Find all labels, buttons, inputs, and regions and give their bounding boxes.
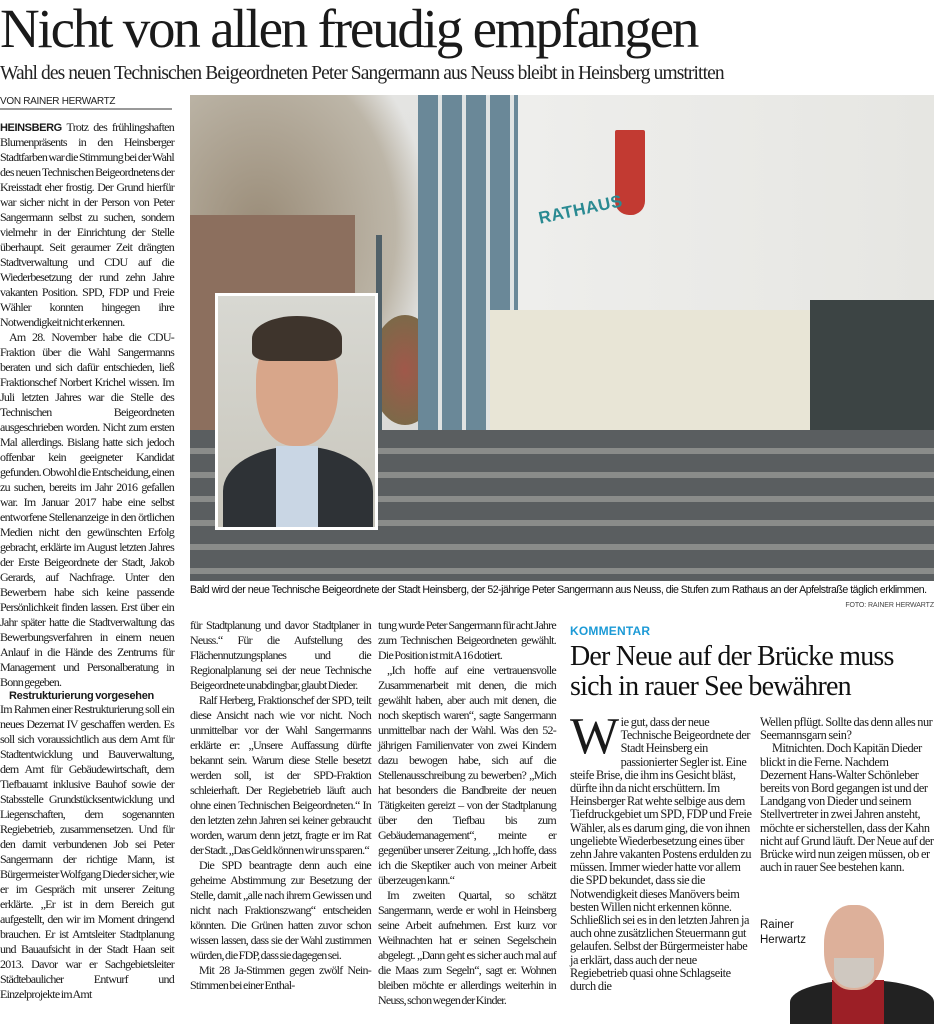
paragraph: Ralf Herberg, Fraktionschef der SPD, teilt diese Ansicht nach wie vor nicht. Noch unmittelbar vor der Wahl Sangermanns erklärte er: „Unsere Auffassung dürfte bekannt sein. Warum diese Stelle besetzt werden soll, ist der SPD-Fraktion schleierhaft. Der Regiebetrieb läuft auch ohne einen Technischen Beigeordneten.“ In den letzten zehn Jahren sei keiner gebraucht worden, warum denn jetzt, fragte er im Rat der Stadt. „Das Geld können wir uns sparen.“	[190, 693, 371, 857]
photo-credit: FOTO: RAINER HERWARTZ	[845, 602, 934, 609]
paragraph-text: ie gut, dass der neue Technische Beigeordnete der Stadt Heinsberg ein passionierter Segler ist. Eine steife Brise, die ihm ins Gesicht bläst, dürfte ihn da nicht erschüttern. Im Heinsberger Rat wehte selbige aus dem Tiefdruckgebiet um SPD, FDP und Freie Wähler, als es darum ging, die von ihnen ungeliebte Wiederbesetzung eines über zehn Jahre vakanten Postens erdulden zu müssen. Immer wieder hatte vor allem die SPD bekundet, dass sie die Notwendigkeit dieses Manövers beim besten Willen nicht erkennen könne. Schließlich sei es in den letzten Jahren ja auch ohne zusätzlichen Steuermann gut gelaufen. Selbst der Bürgermeister habe ja erklärt, dass auch der neue Regiebetrieb quasi ohne Schlagseite durch die	[570, 715, 752, 994]
dateline: HEINSBERG	[0, 122, 62, 134]
paragraph: „Ich hoffe auf eine vertrauensvolle Zusammenarbeit mit denen, die mich gewählt haben, aber auch mit denen, die noch skeptisch waren“, sagte Sangermann unmittelbar nach der Wahl. Was den 52-jährigen Familienvater von zwei Kindern dazu bewogen habe, sich auf die Stellenausschreibung zu bewerben? „Mich hat besonders die Bandbreite der neuen Tätigkeiten gereizt – von der Stadtplanung über den Tiefbau bis zum Gebäudemanagement“, meinte er gegenüber unserer Zeitung. „Ich hoffe, dass ich die Skeptiker auch von meiner Arbeit überzeugen kann.“	[378, 663, 556, 887]
kommentar-column-1	[570, 708, 752, 994]
paragraph: tung wurde Peter Sangermann für acht Jahre zum Technischen Beigeordneten gewählt. Die Position ist mit A 16 dotiert.	[378, 618, 556, 662]
dropcap: W	[570, 708, 619, 765]
kommentar-title: Der Neue auf der Brücke muss sich in rauer See bewähren	[570, 641, 894, 702]
headline: Nicht von allen freudig empfangen	[0, 0, 698, 59]
article-column-2	[190, 618, 371, 993]
shirt	[276, 446, 318, 530]
paragraph: Am 28. November habe die CDU-Fraktion über die Wahl Sangermanns beraten und sich dafür entschieden, ließ Fraktionschef Norbert Krichel wissen. Im Juli letzten Jahres war die Stelle des Technischen Beigeordneten ausgeschrieben worden. Nicht zum ersten Mal allerdings. Bislang hatte sich jedoch offenbar kein geeigneter Kandidat gefunden. Obwohl die Entscheidung, einen zu suchen, bereits im Jahr 2016 gefallen war. Im Januar 2017 habe eine selbst entworfene Stellenanzeige in den örtlichen Medien nicht den gewünschten Erfolg gebracht, erklärte im August letzten Jahres der Erste Beigeordnete der Stadt, Jakob Gerards, auf Nachfrage. Unter den Bewerbern habe sich keine passende Persönlichkeit finden lassen. Erst über ein Jahr später hatte die Stadtverwaltung das Bewerbungsverfahren in einem neuen Anlauf in die Hände des Zentrums für Management und Personalberatung in Bonn gegeben.	[0, 330, 174, 689]
author-first-name: Rainer	[760, 919, 794, 931]
subtitle: Wahl des neuen Technischen Beigeordneten Peter Sangermann aus Neuss bleibt in Heinsberg umstritten	[0, 63, 724, 84]
article-column-3	[378, 618, 556, 1008]
hair	[252, 316, 342, 361]
beard	[834, 958, 874, 988]
rathaus-photo	[190, 95, 934, 581]
subheading: Restrukturierung vorgesehen	[9, 690, 154, 702]
building-lower-wall	[490, 310, 810, 435]
author-last-name: Herwartz	[760, 934, 807, 946]
paragraph: Die SPD beantragte denn auch eine geheime Abstimmung zur Besetzung der Stelle, damit „alle nach ihrem Gewissen und nicht nach Fraktionszwang“ entscheiden könnten. Die Grünen hatten zuvor schon wissen lassen, dass sie der Wahl zustimmen würden, die FDP, dass sie dagegen sei.	[190, 858, 371, 962]
paragraph	[570, 708, 752, 994]
paragraph: Wellen pflügt. Sollte das denn alles nur Seemannsgarn sein?	[760, 715, 933, 743]
kommentar-column-2	[760, 716, 934, 874]
author-photo	[790, 900, 934, 1024]
article-column-1	[0, 120, 174, 1002]
byline: VON RAINER HERWARTZ	[0, 96, 172, 110]
photo-caption: Bald wird der neue Technische Beigeordnete der Stadt Heinsberg, der 52-jährige Peter Sangermann aus Neuss, die Stufen zum Rathaus an der Apfelstraße täglich erklimmen.	[190, 584, 927, 596]
paragraph: Im Rahmen einer Restrukturierung soll ein neues Dezernat IV geschaffen werden. Es soll sich voraussichtlich aus dem Amt für Stadtentwicklung und Bauverwaltung, dem Amt für Gebäudewirtschaft, dem Tiefbauamt inklusive Bauhof sowie der Stabsstelle Grundstücksentwicklung und Liegenschaften, dem sogenannten Regiebetrieb, zusammensetzen. Und für den damit verbundenen Job sei Peter Sangermann der richtige Mann, ist Bürgermeister Wolfgang Dieder sicher, wie er im Gespräch mit unserer Zeitung erklärte. „Er ist in dem Bereich gut aufgestellt, den wir im Moment dringend brauchen. Er ist Amtsleiter Stadtplanung und Bauaufsicht in der Stadt Haan seit 2013. Davor war er Sachgebietsleiter Städtebaulicher Entwurf und Einzelprojekte im Amt	[0, 702, 174, 1001]
paragraph: Mitnichten. Doch Kapitän Dieder blickt in die Ferne. Nachdem Dezernent Hans-Walter Schönleber bereits von Bord gegangen ist und der Landgang von Dieder und seinem Stellvertreter in zwei Jahren ansteht, möchte er sicherstellen, dass der Kahn nicht auf Grund läuft. Der Neue auf der Brücke wird nun zeigen müssen, ob er auch in rauer See bestehen kann.	[760, 741, 934, 875]
paragraph: Mit 28 Ja-Stimmen gegen zwölf Nein-Stimmen bei einer Enthal-	[190, 963, 371, 992]
paragraph-text: Trotz des frühlingshaften Blumenpräsents in den Heinsberger Stadtfarben war die Stimmung bei der Wahl des neuen Technischen Beigeordnetens der Kreisstadt eher frostig. Der Grund hierfür war sicher nicht in der Person von Peter Sangermann selbst zu suchen, sondern vielmehr in der Einrichtung der Stelle überhaupt. Seit geraumer Zeit drängten Stadtverwaltung und CDU auf die Wiederbesetzung der rund zehn Jahre vakanten Position. SPD, FDP und Freie Wähler konnten hingegen ihre Notwendigkeit nicht erkennen.	[0, 120, 175, 329]
rathaus-sign: RATHAUS	[536, 191, 625, 228]
paragraph	[0, 120, 174, 330]
paragraph: Im zweiten Quartal, so schätzt Sangermann, werde er wohl in Heinsberg seine Arbeit aufnehmen. Erst kurz vor Weihnachten hat er seinen Segelschein abgelegt. „Dann geht es sicher auch mal auf die Maas zum Segeln“, sagt er. Wohnen bleiben möchte er allerdings weiterhin in Neuss, schon wegen der Kinder.	[378, 888, 556, 1007]
entrance	[810, 300, 934, 435]
kommentar-label: KOMMENTAR	[570, 624, 651, 638]
paragraph: für Stadtplanung und davor Stadtplaner in Neuss.“ Für die Aufstellung des Flächennutzungsplanes und die Regionalplanung sei der neue Technische Beigeordnete unabdingbar, glaubt Dieder.	[190, 618, 371, 692]
portrait-inset	[215, 293, 378, 530]
